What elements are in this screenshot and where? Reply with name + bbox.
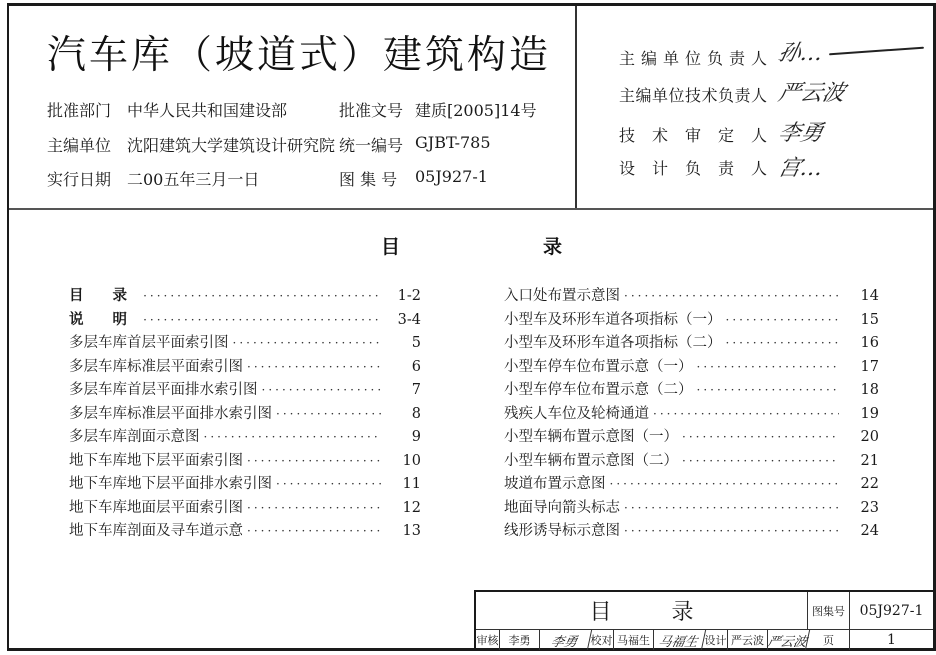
toc-entry[interactable] xyxy=(504,449,879,473)
leader-dots xyxy=(697,383,840,397)
toc-entry-page: 11 xyxy=(402,476,421,492)
check-signature: 马福生 xyxy=(652,630,706,650)
page-number: 1 xyxy=(887,632,896,648)
meta-value: 沈阳建筑大学建筑设计研究院 xyxy=(127,136,336,155)
meta-value: 中华人民共和国建设部 xyxy=(127,101,288,120)
toc-column-left xyxy=(69,284,421,543)
meta-value: 建质[2005]14号 xyxy=(415,101,537,120)
toc-entry-page: 22 xyxy=(860,476,879,492)
toc-entry-page: 16 xyxy=(860,335,879,351)
toc-entry-page: 1-2 xyxy=(397,288,421,304)
review-label: 审核 xyxy=(476,630,500,650)
resp-label: 主编单位技术负责人 xyxy=(619,86,767,105)
drawing-sheet xyxy=(7,3,936,651)
toc-entry[interactable] xyxy=(69,472,421,496)
meta-value: GJBT-785 xyxy=(415,133,491,152)
leader-dots xyxy=(204,430,382,444)
design-name: 严云波 xyxy=(728,630,768,650)
toc-entry[interactable] xyxy=(504,308,879,332)
toc-entry-title: 线形诱导标示意图 xyxy=(504,523,620,539)
toc-entry-page: 23 xyxy=(860,499,879,516)
toc-entry[interactable] xyxy=(69,284,421,308)
toc-entry[interactable] xyxy=(69,519,421,543)
toc-entry[interactable] xyxy=(504,402,879,426)
signature: 李勇 xyxy=(775,121,826,146)
signature: 宫… xyxy=(775,156,826,181)
meta-label: 主编单位 xyxy=(47,136,112,155)
toc-entry-title: 多层车库剖面示意图 xyxy=(69,429,200,445)
resp-row xyxy=(619,46,767,69)
leader-dots xyxy=(233,336,382,350)
leader-dots xyxy=(726,336,840,350)
toc-entry[interactable] xyxy=(504,331,879,355)
design-signature: 严云波 xyxy=(766,630,810,650)
toc-entry-title: 小型车停车位布置示意（二） xyxy=(504,382,693,398)
leader-dots xyxy=(247,524,381,538)
toc-entry[interactable] xyxy=(504,472,879,496)
atlas-number-value: 05J927-1 xyxy=(850,592,933,630)
toc-entry-page: 5 xyxy=(411,335,421,351)
review-name: 李勇 xyxy=(500,630,540,650)
resp-row xyxy=(619,123,767,146)
toc-entry-title: 目 录 xyxy=(69,288,140,304)
toc-entry-page: 18 xyxy=(860,382,879,398)
toc-entry-title: 地下车库地下层平面索引图 xyxy=(69,452,243,469)
toc-entry[interactable] xyxy=(69,425,421,449)
toc-entry[interactable] xyxy=(504,425,879,449)
design-label: 设计 xyxy=(704,630,728,650)
toc-entry-title: 说 明 xyxy=(69,311,140,328)
leader-dots xyxy=(143,313,381,327)
toc-entry-title: 残疾人车位及轮椅通道 xyxy=(504,405,649,422)
leader-dots xyxy=(610,477,840,491)
toc-entry-page: 8 xyxy=(411,405,421,422)
meta-label: 批准部门 xyxy=(47,101,112,120)
check-label: 校对 xyxy=(590,630,614,650)
toc-entry-page: 10 xyxy=(402,452,421,469)
leader-dots xyxy=(624,289,839,303)
leader-dots xyxy=(276,407,381,421)
page-label: 页 xyxy=(808,630,850,650)
leader-dots xyxy=(143,289,381,303)
toc-entry-title: 地下车库地面层平面索引图 xyxy=(69,499,243,516)
atlas-number-label: 图集号 xyxy=(808,592,850,630)
toc-entry-title: 多层车库标准层平面排水索引图 xyxy=(69,405,272,422)
toc-entry[interactable] xyxy=(504,284,879,308)
meta-value: 二00五年三月一日 xyxy=(127,170,260,189)
leader-dots xyxy=(624,524,839,538)
toc-entry[interactable] xyxy=(69,331,421,355)
toc-entry-title: 小型车停车位布置示意（一） xyxy=(504,358,693,375)
leader-dots xyxy=(682,430,839,444)
toc-entry-page: 21 xyxy=(860,452,879,469)
resp-row xyxy=(619,156,767,179)
leader-dots xyxy=(247,454,381,468)
toc-entry-page: 15 xyxy=(860,311,879,328)
toc-entry[interactable] xyxy=(504,496,879,520)
toc-entry-title: 地下车库剖面及寻车道示意 xyxy=(69,523,243,539)
meta-label: 图 集 号 xyxy=(339,170,398,189)
meta-value: 05J927-1 xyxy=(415,167,488,186)
atlas-title: 汽车库（坡道式）建筑构造 xyxy=(47,33,552,78)
toc-entry-title: 地面导向箭头标志 xyxy=(504,499,620,516)
signature: 孙… xyxy=(775,41,826,66)
toc-entry-page: 19 xyxy=(860,405,879,422)
signature: 严云波 xyxy=(775,81,848,106)
check-name: 马福生 xyxy=(614,630,654,650)
leader-dots xyxy=(247,501,381,515)
toc-entry-title: 小型车辆布置示意图（二） xyxy=(504,452,678,469)
toc-entry[interactable] xyxy=(69,402,421,426)
toc-entry-title: 小型车及环形车道各项指标（一） xyxy=(504,311,722,328)
toc-entry-page: 17 xyxy=(860,358,879,375)
toc-entry[interactable] xyxy=(69,355,421,379)
atlas-info-panel xyxy=(9,6,577,208)
leader-dots xyxy=(276,477,381,491)
resp-label: 技术审定人 xyxy=(619,126,767,145)
toc-entry-title: 地下车库地下层平面排水索引图 xyxy=(69,476,272,492)
leader-dots xyxy=(726,313,840,327)
toc-entry-title: 小型车及环形车道各项指标（二） xyxy=(504,335,722,351)
toc-entry[interactable] xyxy=(504,519,879,543)
toc-heading-left: 目 xyxy=(381,236,401,258)
toc-column-right xyxy=(504,284,879,543)
toc-entry-page: 9 xyxy=(411,429,421,445)
toc-entry-title: 入口处布置示意图 xyxy=(504,288,620,304)
toc-entry-page: 6 xyxy=(411,358,421,375)
toc-entry[interactable] xyxy=(69,308,421,332)
toc-entry-page: 12 xyxy=(402,499,421,516)
meta-label: 批准文号 xyxy=(339,101,404,120)
meta-label: 统一编号 xyxy=(339,136,404,155)
toc-entry-page: 14 xyxy=(860,288,879,304)
toc-entry-title: 坡道布置示意图 xyxy=(504,476,606,492)
toc-entry-page: 24 xyxy=(860,523,879,539)
toc-entry-title: 多层车库标准层平面索引图 xyxy=(69,358,243,375)
toc-entry-title: 多层车库首层平面排水索引图 xyxy=(69,382,258,398)
toc-entry-page: 7 xyxy=(411,382,421,398)
leader-dots xyxy=(262,383,382,397)
leader-dots xyxy=(653,407,839,421)
cover-header xyxy=(9,6,933,210)
signature-stroke xyxy=(829,47,924,56)
toc-entry[interactable] xyxy=(504,355,879,379)
toc-entry[interactable] xyxy=(504,378,879,402)
toc-entry[interactable] xyxy=(69,449,421,473)
toc-entry[interactable] xyxy=(69,378,421,402)
review-signature: 李勇 xyxy=(538,630,592,650)
toc-entry-title: 多层车库首层平面索引图 xyxy=(69,335,229,351)
meta-label: 实行日期 xyxy=(47,170,112,189)
leader-dots xyxy=(624,501,839,515)
toc-entry[interactable] xyxy=(69,496,421,520)
resp-row xyxy=(619,83,767,106)
toc-entry-page: 20 xyxy=(860,429,879,445)
resp-label: 设计负责人 xyxy=(619,159,767,178)
leader-dots xyxy=(682,454,839,468)
sheet-title: 目录 xyxy=(476,592,808,630)
leader-dots xyxy=(697,360,840,374)
toc-heading-right: 录 xyxy=(543,236,563,258)
toc-entry-title: 小型车辆布置示意图（一） xyxy=(504,429,678,445)
leader-dots xyxy=(247,360,381,374)
responsibility-panel xyxy=(579,6,933,208)
toc-entry-page: 13 xyxy=(402,523,421,539)
resp-label: 主编单位负责人 xyxy=(619,49,767,68)
title-block xyxy=(474,590,933,648)
toc-entry-page: 3-4 xyxy=(397,311,421,328)
